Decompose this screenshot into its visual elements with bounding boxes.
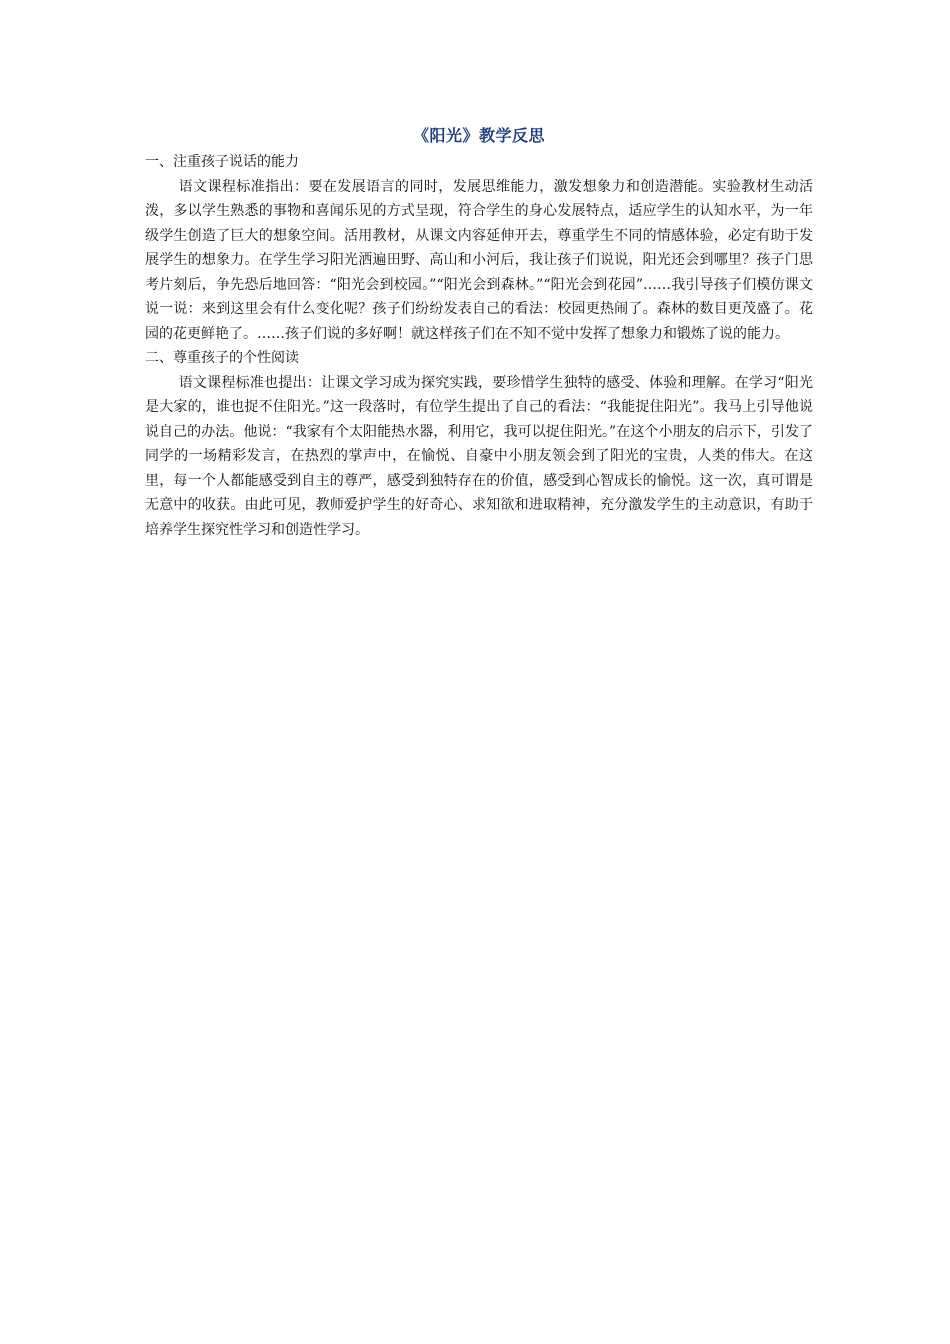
section-heading-1: 一、注重孩子说话的能力	[145, 154, 299, 170]
document-body	[145, 125, 813, 542]
document-title: 《阳光》教学反思	[412, 126, 545, 145]
section-heading-2: 二、尊重孩子的个性阅读	[145, 350, 299, 366]
section-paragraph-1: 语文课程标准指出：要在发展语言的同时，发展思维能力，激发想象力和创造潜能。实验教材生动活泼，多以学生熟悉的事物和喜闻乐见的方式呈现，符合学生的身心发展特点，适应学生的认知水平，为一年级学生创造了巨大的想象空间。活用教材，从课文内容延伸开去，尊重学生不同的情感体验，必定有助于发展学生的想象力。在学生学习阳光洒遍田野、高山和小河后，我让孩子们说说，阳光还会到哪里？孩子门思考片刻后，争先恐后地回答：“阳光会到校园。”“阳光会到森林。”“阳光会到花园”……我引导孩子们模仿课文说一说：来到这里会有什么变化呢？孩子们纷纷发表自己的看法：校园更热闹了。森林的数目更茂盛了。花园的花更鲜艳了。……孩子们说的多好啊！就这样孩子们在不知不觉中发挥了想象力和锻炼了说的能力。	[145, 178, 813, 342]
section-paragraph-2: 语文课程标准也提出：让课文学习成为探究实践，要珍惜学生独特的感受、体验和理解。在学习“阳光是大家的，谁也捉不住阳光。”这一段落时，有位学生提出了自己的看法：“我能捉住阳光”。我马上引导他说说自己的办法。他说：“我家有个太阳能热水器，利用它，我可以捉住阳光。”在这个小朋友的启示下，引发了同学的一场精彩发言，在热烈的掌声中，在愉悦、自豪中小朋友领会到了阳光的宝贵，人类的伟大。在这里，每一个人都能感受到自主的尊严，感受到独特存在的价值，感受到心智成长的愉悦。这一次，真可谓是无意中的收获。由此可见，教师爱护学生的好奇心、求知欲和进取精神，充分激发学生的主动意识，有助于培养学生探究性学习和创造性学习。	[145, 374, 813, 538]
